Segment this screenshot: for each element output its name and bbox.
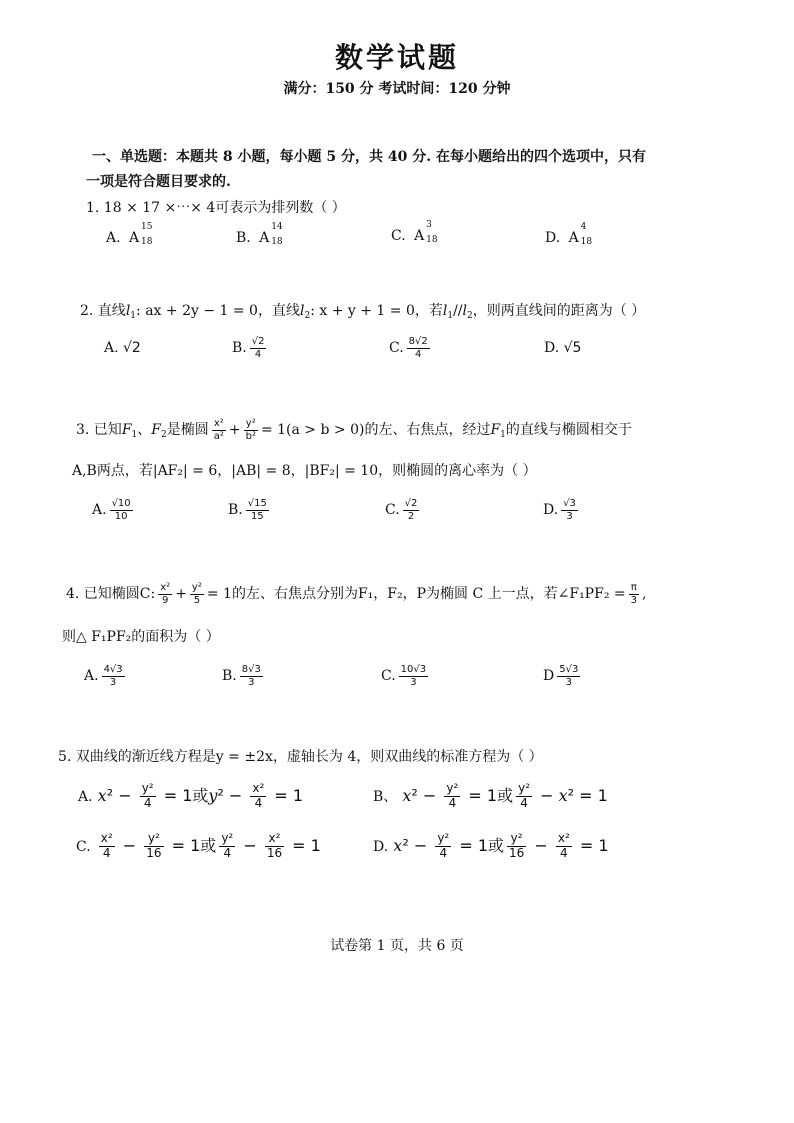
fraction: $\frac{\text{y²}}{5}$: [191, 582, 202, 606]
section-heading-line1: 一、单选题：本题共 8 小题，每小题 5 分，共 40 分. 在每小题给出的四个选项中，只有: [92, 149, 646, 165]
fraction: $\frac{\text{x²}}{9}$: [160, 582, 171, 606]
section-heading-line2: 一项是符合题目要求的.: [86, 174, 231, 190]
fraction: $\frac{5√3}{3}$: [559, 664, 579, 688]
fraction: $\frac{\text{x²}}{\text{a²}}$: [213, 418, 224, 442]
q1-option-c: [391, 220, 438, 245]
q4-option-a: A. $\frac{4√3}{3}$: [84, 664, 123, 688]
question-2-stem: 2. 直线$l_1$: ax + 2y − 1 = 0，直线$l_2$: x + y + 1 = 0，若$l_1//l_2$，则两直线间的距离为（ ）: [80, 303, 646, 321]
q1-option-d: [545, 222, 593, 247]
q5-option-a: [78, 782, 303, 811]
q4-option-c: C. $\frac{10√3}{3}$: [381, 664, 427, 688]
q5-option-d: [373, 832, 609, 861]
fraction: $\frac{√15}{15}$: [247, 498, 267, 522]
fraction: $\frac{√2}{2}$: [404, 498, 418, 522]
option-label: A.: [78, 788, 93, 805]
option-label: B、: [373, 788, 398, 805]
fraction: $\frac{10√3}{3}$: [400, 664, 427, 688]
fraction: $\frac{√3}{3}$: [563, 498, 576, 522]
permutation-symbol: A 14 18: [259, 222, 283, 247]
q5-option-c: [76, 832, 321, 861]
q4-option-d: D $\frac{5√3}{3}$: [543, 664, 579, 688]
option-label: D.: [373, 838, 389, 855]
permutation-symbol: A 3 18: [414, 220, 438, 245]
question-4-stem-line1: 4. 已知椭圆C: $\frac{\text{x²}}{9}$ + $\frac{\text{y²}}{5}$ = 1的左、右焦点分别为F₁，F₂，P为椭圆 C 上一点，若∠F₁PF₂ = $\frac{\pi}{3}$ ,: [66, 582, 647, 606]
option-label: B.: [236, 230, 251, 246]
q4-option-b: B. $\frac{8√3}{3}$: [222, 664, 261, 688]
page-footer: 试卷第 1 页，共 6 页: [330, 938, 464, 954]
equation: x² − $\frac{\text{y²}}{4}$ = 1或 $\frac{\text{y²}}{16}$ − $\frac{\text{x²}}{4}$ = 1: [393, 831, 609, 860]
option-label: C.: [391, 228, 406, 244]
permutation-symbol: A 4 18: [568, 222, 593, 247]
q1-option-a: [106, 222, 153, 247]
q5-option-b: [373, 782, 608, 811]
q3-option-c: C. $\frac{√2}{2}$: [385, 498, 418, 522]
q3-option-a: A. $\frac{√10}{10}$: [92, 498, 131, 522]
page-title: 数学试题: [334, 41, 459, 74]
equation: $\frac{\text{x²}}{4}$ − $\frac{\text{y²}}{16}$ = 1或 $\frac{\text{y²}}{4}$ − $\frac{\text{x²}}{16}$ = 1: [100, 831, 321, 860]
fraction: $\frac{√2}{4}$: [251, 336, 265, 360]
question-3-stem-line1: 3. 已知$F_1$、$F_2$是椭圆 $\frac{\text{x²}}{\text{a²}}$ + $\frac{\text{y²}}{\text{b²}}$ = 1(a > b > 0)的左、右焦点，经过$F_1$的直线与椭圆相交于: [76, 418, 632, 442]
exam-info: 满分：150 分 考试时间：120 分钟: [283, 81, 511, 97]
question-3-stem-line2: A,B两点，若|AF₂| = 6，|AB| = 8，|BF₂| = 10，则椭圆的离心率为（ ）: [72, 463, 537, 479]
fraction: $\frac{\text{y²}}{\text{b²}}$: [245, 418, 256, 442]
q1-option-b: [236, 222, 283, 247]
fraction: $\frac{\pi}{3}$: [630, 582, 637, 606]
question-1-stem: 1. 18 × 17 ×⋯× 4可表示为排列数（ ）: [86, 200, 346, 216]
option-label: D.: [545, 230, 561, 246]
q2-option-b: B. $\frac{√2}{4}$: [232, 336, 265, 360]
question-4-stem-line2: 则△ F₁PF₂的面积为（ ）: [62, 629, 220, 645]
option-label: A.: [106, 230, 121, 246]
q2-option-c: C. $\frac{8√2}{4}$: [389, 336, 428, 360]
fraction: $\frac{8√3}{3}$: [241, 664, 261, 688]
option-label: C.: [76, 838, 91, 855]
q2-option-d: D. √5: [544, 340, 582, 356]
q3-option-b: B. $\frac{√15}{15}$: [228, 498, 267, 522]
q2-option-a: A. √2: [104, 340, 141, 356]
question-5-stem: 5. 双曲线的渐近线方程是y = ±2x，虚轴长为 4，则双曲线的标准方程为（ ）: [58, 749, 543, 765]
permutation-symbol: A 15 18: [129, 222, 153, 247]
equation: x² − $\frac{\text{y²}}{4}$ = 1或 $\frac{\text{y²}}{4}$ − x² = 1: [402, 781, 608, 810]
fraction: $\frac{8√2}{4}$: [408, 336, 428, 360]
q3-option-d: D. $\frac{√3}{3}$: [543, 498, 576, 522]
fraction: $\frac{4√3}{3}$: [103, 664, 123, 688]
fraction: $\frac{√10}{10}$: [111, 498, 131, 522]
equation: x² − $\frac{\text{y²}}{4}$ = 1或y² − $\frac{\text{x²}}{4}$ = 1: [97, 781, 304, 810]
